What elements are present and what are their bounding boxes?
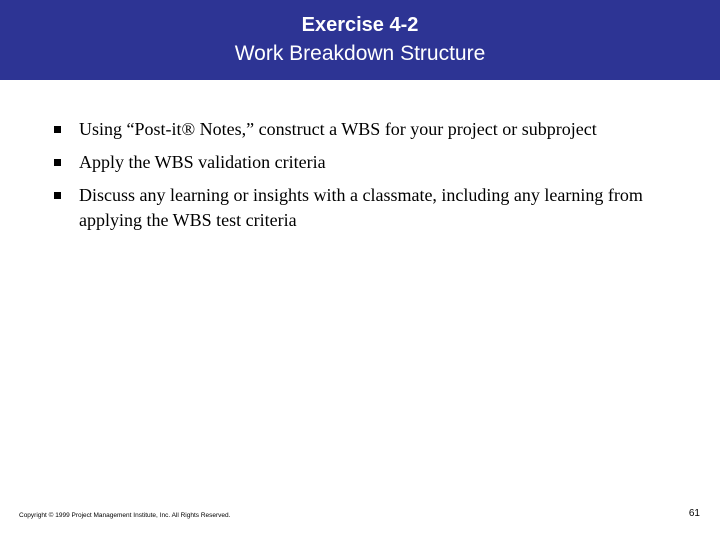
bullet-text: Discuss any learning or insights with a classmate, including any learning from applying the WBS test criteria <box>79 185 643 230</box>
square-bullet-icon <box>54 126 61 133</box>
square-bullet-icon <box>54 192 61 199</box>
bullet-item-validation <box>50 150 690 175</box>
copyright-notice: Copyright © 1999 Project Management Institute, Inc. All Rights Reserved. <box>19 512 231 519</box>
bullet-item-post-it <box>50 117 690 142</box>
bullet-item-discuss <box>50 183 690 233</box>
bullet-text: Using “Post-it® Notes,” construct a WBS for your project or subproject <box>79 119 597 139</box>
square-bullet-icon <box>54 159 61 166</box>
slide-title: Exercise 4-2 <box>301 14 419 36</box>
slide-subtitle: Work Breakdown Structure <box>234 42 486 65</box>
bullet-text: Apply the WBS validation criteria <box>79 152 326 172</box>
page-number: 61 <box>688 508 700 519</box>
bullet-list <box>50 117 690 241</box>
slide-header <box>0 0 720 80</box>
